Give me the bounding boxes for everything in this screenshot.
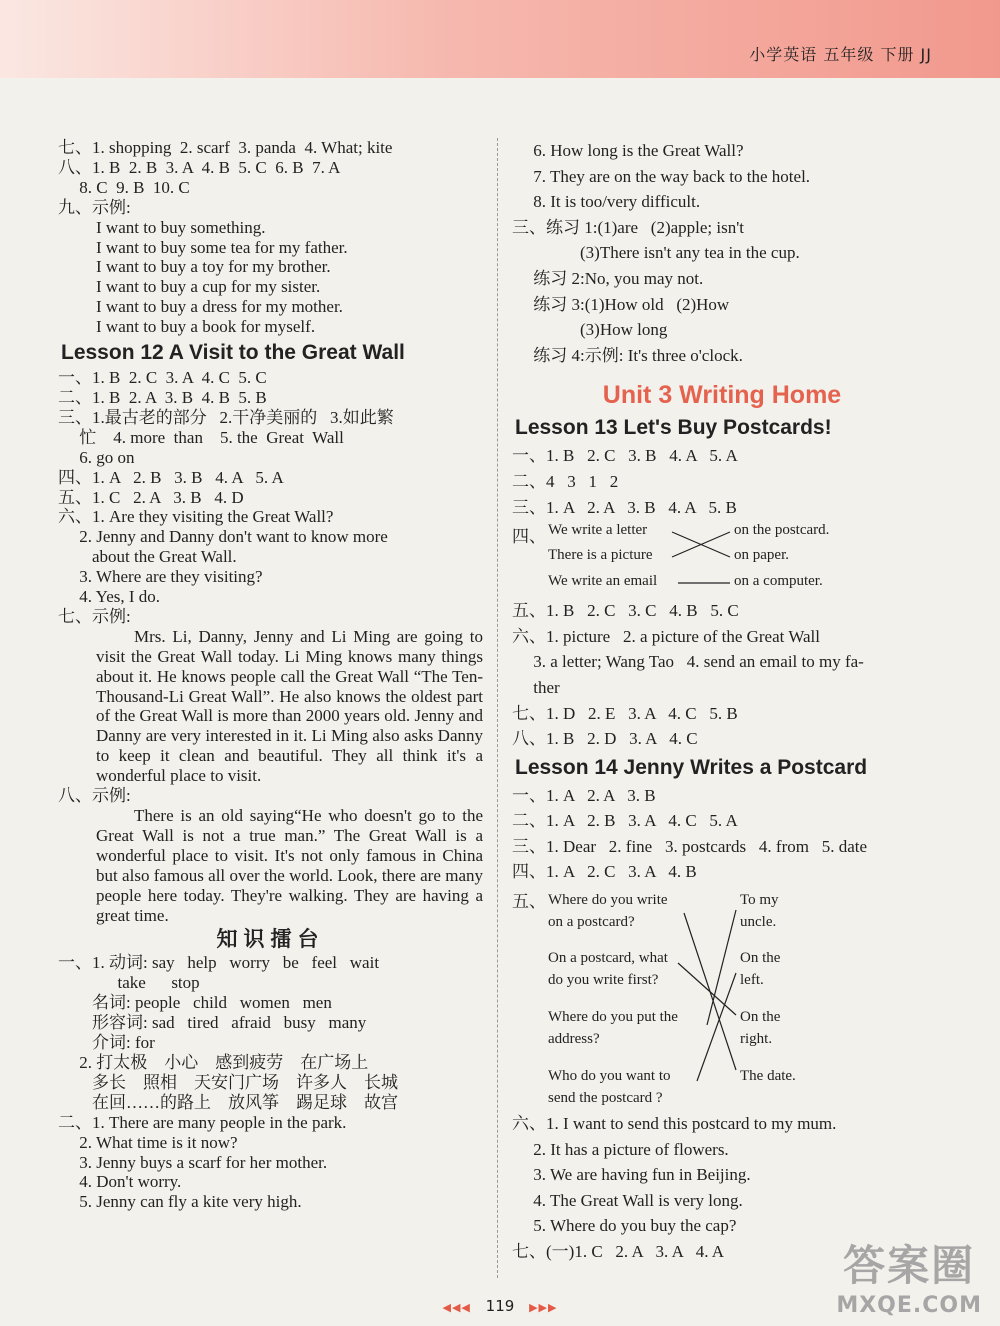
- answer-line: 一、1. B 2. C 3. B 4. A 5. A: [512, 446, 738, 466]
- answer-line: 5. Jenny can fly a kite very high.: [58, 1192, 302, 1212]
- match4-right-item: on a computer.: [734, 573, 823, 590]
- match4-left-item: We write a letter: [548, 522, 648, 539]
- match5-left-item: Where do you put the address?: [548, 1009, 678, 1048]
- watermark-url: MXQE.COM: [836, 1293, 982, 1318]
- answer-line: 4. The Great Wall is very long.: [512, 1190, 743, 1210]
- right-column: [512, 138, 932, 1265]
- answer-line: 二、1. A 2. B 3. A 4. C 5. A: [512, 811, 738, 831]
- left-top-answers: [58, 138, 483, 218]
- answer-line: 7. They are on the way back to the hotel.: [512, 166, 811, 186]
- answer-line: 3. We are having fun in Beijing.: [512, 1165, 751, 1185]
- answer-line: 忙 4. more than 5. the Great Wall: [58, 427, 344, 447]
- answer-line: 九、示例:: [58, 197, 131, 217]
- answer-line: 名词: people child women men: [58, 993, 332, 1013]
- answer-line: 6. How long is the Great Wall?: [512, 141, 744, 160]
- matching-exercise-4: [512, 520, 932, 598]
- answer-line: 三、1. A 2. A 3. B 4. A 5. B: [512, 497, 737, 517]
- answer-line: (3)There isn't any tea in the cup.: [512, 243, 800, 263]
- answer-line: 七、1. D 2. E 3. A 4. C 5. B: [512, 703, 738, 723]
- match4-lines: [512, 520, 932, 598]
- lesson13-answers: [512, 443, 932, 520]
- match5-right-item: The date.: [740, 1068, 796, 1085]
- answer-line: 介词: for: [58, 1033, 155, 1053]
- answer-line: 3. Jenny buys a scarf for her mother.: [58, 1152, 328, 1172]
- lesson12-answers: [58, 368, 483, 627]
- lesson13-title: Lesson 13 Let's Buy Postcards!: [515, 416, 832, 440]
- lesson14-title: Lesson 14 Jenny Writes a Postcard: [515, 755, 868, 779]
- example-paragraph-7: Mrs. Li, Danny, Jenny and Li Ming are going to visit the Great Wall today. Li Ming knows many things about it. He knows people call the Great Wall “The Ten-Thousand-Li Great Wall”. He also knows the oldest part of the Great Wall is more than 2000 years old. Jenny and Danny are very interested in it. Li Ming also asks Danny to keep it clean and beautiful. They all think it's a wonderful place to visit.: [96, 626, 483, 786]
- answer-line: I want to buy some tea for my father.: [96, 237, 348, 257]
- page-number: 119: [485, 1297, 515, 1315]
- answer-line: ther: [512, 677, 560, 697]
- match4-right-item: on paper.: [734, 547, 789, 564]
- answer-line: I want to buy a book for myself.: [96, 317, 316, 337]
- answer-line: I want to buy a toy for my brother.: [96, 257, 331, 277]
- column-divider: [497, 138, 498, 1278]
- answer-line: 3. a letter; Wang Tao 4. send an email to my fa-: [512, 652, 864, 672]
- answer-line: 8. It is too/very difficult.: [512, 192, 701, 212]
- match4-right-item: on the postcard.: [734, 522, 830, 539]
- answer-line: 2. 打太极 小心 感到疲劳 在广场上: [58, 1052, 369, 1072]
- answer-line: 八、1. B 2. D 3. A 4. C: [512, 729, 698, 749]
- answer-line: 六、1. picture 2. a picture of the Great Wall: [512, 626, 820, 646]
- lesson13-answers-continued: [512, 598, 932, 752]
- match5-left-item: On a postcard, what do you write first?: [548, 950, 668, 989]
- answer-line: 四、1. A 2. C 3. A 4. B: [512, 862, 697, 882]
- answer-line: 形容词: sad tired afraid busy many: [58, 1013, 367, 1033]
- answer-line: (3)How long: [512, 320, 668, 340]
- match5-right-item: On the left.: [740, 950, 781, 989]
- answer-line: 2. Jenny and Danny don't want to know more: [58, 527, 388, 547]
- answer-line: about the Great Wall.: [58, 547, 237, 567]
- answer-line: I want to buy a dress for my mother.: [96, 297, 343, 317]
- answer-line: 4. Don't worry.: [58, 1172, 182, 1192]
- watermark-logo: [836, 1233, 982, 1318]
- answer-line: 练习 2:No, you may not.: [512, 268, 704, 288]
- match5-right-item: On the right.: [740, 1009, 781, 1048]
- example-sentences: [58, 218, 483, 337]
- answer-line: 二、1. There are many people in the park.: [58, 1112, 347, 1132]
- answer-line: 练习 4:示例: It's three o'clock.: [512, 345, 743, 365]
- answer-line: 四、1. A 2. B 3. B 4. A 5. A: [58, 467, 284, 487]
- answer-line: 五、1. B 2. C 3. C 4. B 5. C: [512, 601, 739, 621]
- answer-line: 七、(一)1. C 2. A 3. A 4. A: [512, 1242, 725, 1262]
- lesson14-answers: [512, 783, 932, 885]
- answer-line: 练习 3:(1)How old (2)How: [512, 294, 730, 314]
- answer-line: 一、1. 动词: say help worry be feel wait: [58, 953, 380, 973]
- answer-line: 2. What time is it now?: [58, 1132, 238, 1152]
- answer-line: 五、1. C 2. A 3. B 4. D: [58, 487, 244, 507]
- answer-line: 六、1. I want to send this postcard to my mum.: [512, 1114, 837, 1134]
- prev-arrows-icon: ◀◀◀: [442, 1301, 471, 1314]
- answer-line: 三、1. Dear 2. fine 3. postcards 4. from 5. date: [512, 836, 868, 856]
- answer-line: 七、示例:: [58, 606, 131, 626]
- unit3-title: Unit 3 Writing Home: [602, 381, 842, 410]
- matching-exercise-5: [512, 885, 932, 1111]
- answer-line: 二、1. B 2. A 3. B 4. B 5. B: [58, 387, 267, 407]
- next-arrows-icon: ▶▶▶: [529, 1301, 558, 1314]
- match5-left-item: Who do you want to send the postcard ?: [548, 1068, 671, 1107]
- match4-label: 四、: [512, 527, 546, 547]
- lesson12-title: Lesson 12 A Visit to the Great Wall: [61, 341, 405, 365]
- answer-line: 4. Yes, I do.: [58, 587, 161, 607]
- answer-line: 5. Where do you buy the cap?: [512, 1216, 737, 1236]
- book-header-title: 小学英语 五年级 下册 JJ: [749, 45, 932, 64]
- section-8-label: 八、示例:: [58, 786, 131, 806]
- right-top-answers: [512, 138, 932, 368]
- answer-line: 六、1. Are they visiting the Great Wall?: [58, 507, 334, 527]
- answer-line: I want to buy something.: [96, 217, 266, 237]
- match4-left-item: We write an email: [548, 573, 658, 590]
- answer-line: 2. It has a picture of flowers.: [512, 1139, 729, 1159]
- match-line: [707, 910, 736, 1025]
- match-line: [678, 963, 736, 1015]
- answer-line: 八、1. B 2. B 3. A 4. B 5. C 6. B 7. A: [58, 157, 341, 177]
- knowledge-answers: [58, 953, 483, 1212]
- answer-line: 七、1. shopping 2. scarf 3. panda 4. What; kite: [58, 138, 393, 157]
- answer-line: 三、1.最古老的部分 2.干净美丽的 3.如此繁: [58, 407, 394, 427]
- answer-line: 三、练习 1:(1)are (2)apple; isn't: [512, 217, 745, 237]
- answer-line: 6. go on: [58, 447, 135, 467]
- match5-right-item: To my uncle.: [740, 892, 779, 931]
- left-column: [58, 138, 483, 1212]
- answer-line: 8. C 9. B 10. C: [58, 177, 190, 197]
- answer-line: 3. Where are they visiting?: [58, 567, 263, 587]
- answer-line: 多长 照相 天安门广场 许多人 长城: [58, 1072, 398, 1092]
- page-header-band: [0, 0, 1000, 78]
- answer-line: 在回……的路上 放风筝 踢足球 故宫: [58, 1092, 398, 1112]
- example-paragraph-8: There is an old saying“He who doesn't go to the Great Wall is not a true man.” The Great Wall is a wonderful place to visit. It's not only famous in China but also famous all over the world. Look, there are many people here today. They're walking. They are having a great time.: [96, 806, 483, 925]
- answer-line: I want to buy a cup for my sister.: [96, 277, 321, 297]
- watermark-text: 答案圈: [843, 1241, 976, 1290]
- answer-line: 二、4 3 1 2: [512, 471, 619, 491]
- match4-left-item: There is a picture: [548, 547, 653, 564]
- match5-lines: [512, 885, 932, 1111]
- match5-left-item: Where do you write on a postcard?: [548, 892, 668, 931]
- match5-label: 五、: [512, 892, 546, 912]
- answer-line: take stop: [58, 973, 200, 993]
- answer-line: 一、1. B 2. C 3. A 4. C 5. C: [58, 368, 267, 388]
- knowledge-arena-title: 知识擂台: [216, 927, 325, 952]
- answer-line: 一、1. A 2. A 3. B: [512, 785, 656, 805]
